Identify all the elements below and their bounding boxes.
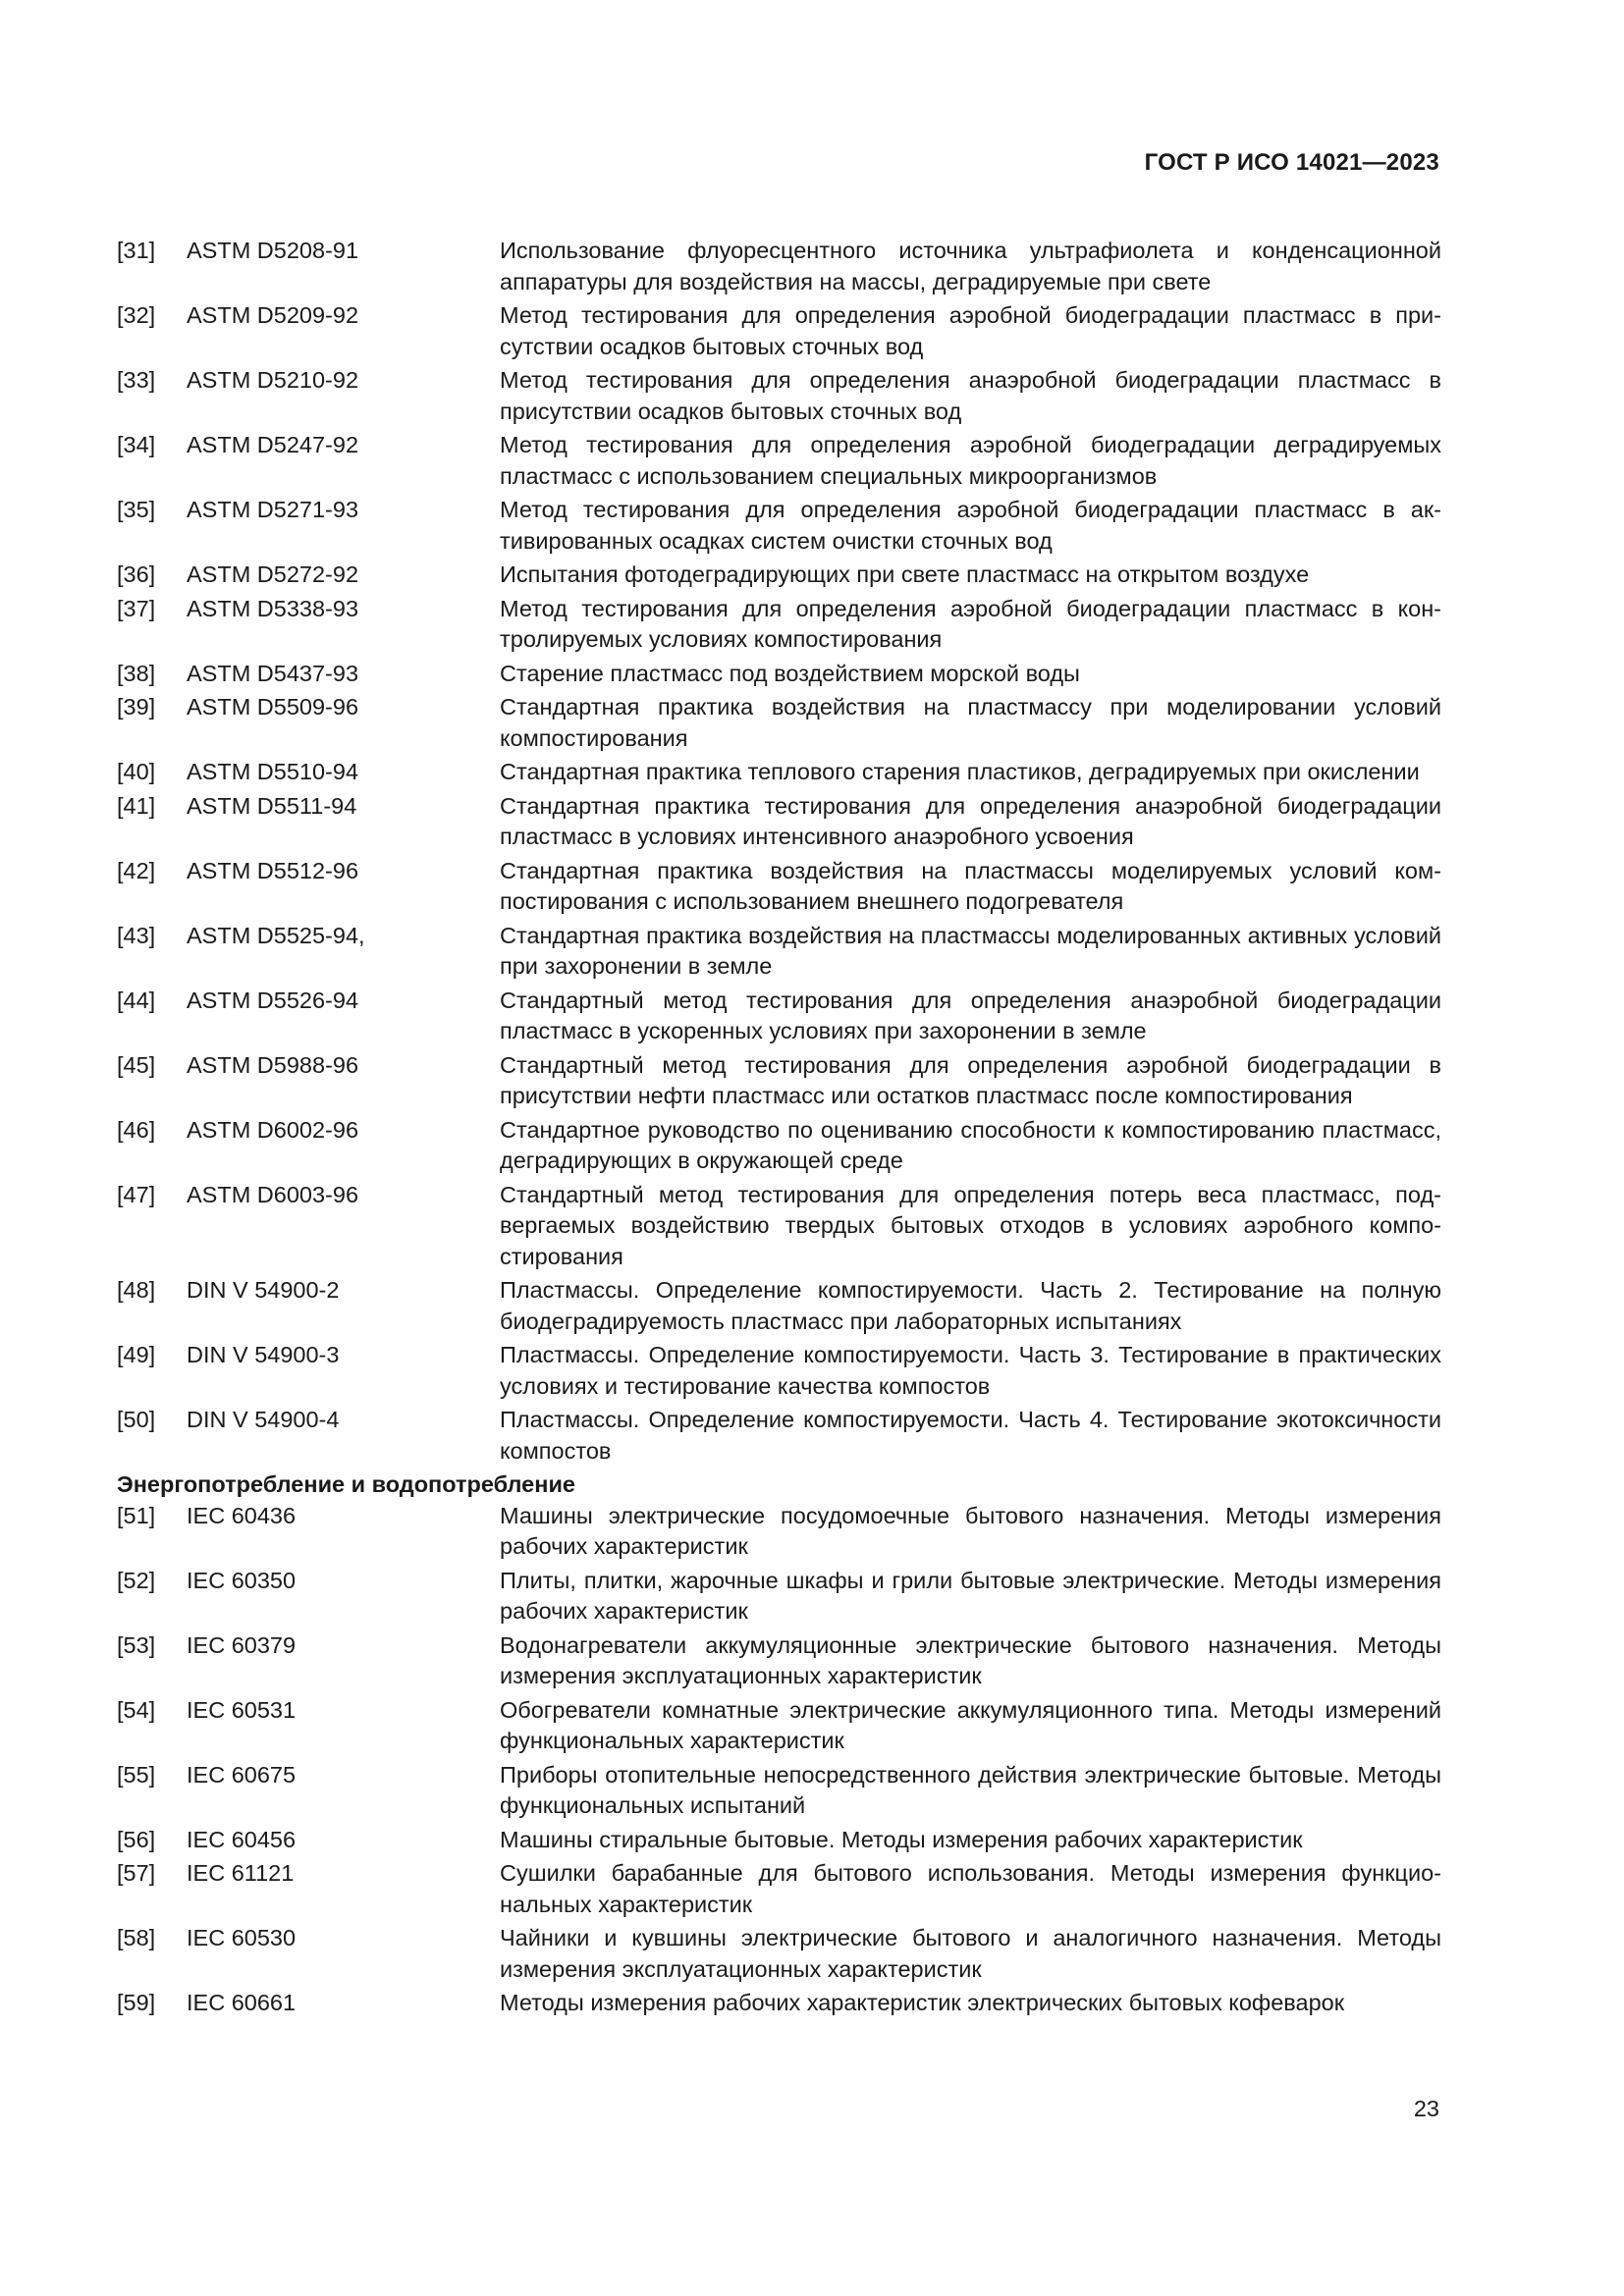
document-header: ГОСТ Р ИСО 14021—2023	[1144, 149, 1439, 176]
standard-title: Метод тестирования для определения аэробной биодеградации деградируемых пластмасс с использованием специальных микроорганизмов	[500, 432, 1441, 489]
standard-code: IEC 60379	[187, 1631, 297, 1658]
standard-title: Старение пластмасс под воздействием морской воды	[500, 660, 1080, 686]
bibliography-entry	[117, 300, 1441, 362]
standard-code: ASTM D5510-94	[187, 759, 359, 784]
standard-title: Метод тестирования для определения аэробной биодеградации пластмасс в присутствии осадков бытовых сточных вод	[500, 302, 1441, 359]
standard-code: ASTM D5208-91	[187, 238, 359, 263]
standard-code: ASTM D5210-92	[187, 367, 359, 393]
standard-title: Стандартный метод тестирования для определения потерь веса пластмасс, подвергаемых воздействию твердых бытовых отходов в условиях аэробного компостирования	[500, 1181, 1441, 1269]
section-heading: Энергопотребление и водопотребление	[117, 1471, 575, 1497]
entry-number: [47]	[117, 1181, 156, 1207]
standard-code: ASTM D5271-93	[187, 497, 359, 522]
standard-title: Водонагреватели аккумуляционные электрические бытового назначения. Методы измерения эксплуатационных характеристик	[500, 1631, 1441, 1688]
standard-title: Метод тестирования для определения аэробной биодеградации пластмасс в активированных осадках систем очистки сточных вод	[500, 497, 1441, 554]
bibliography-entry	[117, 560, 1441, 591]
entry-number: [31]	[117, 238, 156, 263]
standard-code: ASTM D6002-96	[187, 1116, 359, 1143]
bibliography-entry	[117, 921, 1441, 983]
entry-number: [34]	[117, 432, 156, 457]
entry-number: [42]	[117, 857, 156, 883]
entry-number: [39]	[117, 694, 156, 720]
standard-code: ASTM D5988-96	[187, 1051, 359, 1078]
standard-code: DIN V 54900-4	[187, 1407, 340, 1432]
bibliography-entry	[117, 1050, 1441, 1112]
entry-number: [56]	[117, 1826, 156, 1852]
entry-number: [50]	[117, 1407, 156, 1432]
standard-code: IEC 60531	[187, 1696, 297, 1723]
bibliography-entry	[117, 430, 1441, 492]
bibliography-entry	[117, 1180, 1441, 1273]
entry-number: [33]	[117, 367, 156, 393]
page-number: 23	[1413, 2096, 1439, 2121]
standard-title: Обогреватели комнатные электрические аккумуляционного типа. Методы измерений функциональных характеристик	[500, 1696, 1441, 1753]
standard-code: ASTM D5209-92	[187, 302, 359, 328]
standard-title: Пластмассы. Определение компостируемости. Часть 3. Тестирование в практических условиях и тестирование качества компостов	[500, 1342, 1441, 1399]
standard-title: Метод тестирования для определения анаэробной биодеградации пластмасс в присутствии осадков бытовых сточных вод	[500, 367, 1441, 424]
bibliography-entry	[117, 1501, 1441, 1563]
entry-number: [35]	[117, 497, 156, 522]
standard-title: Методы измерения рабочих характеристик электрических бытовых кофеварок	[500, 1990, 1345, 2015]
entry-number: [55]	[117, 1761, 156, 1788]
entry-number: [36]	[117, 561, 156, 587]
standard-code: ASTM D5247-92	[187, 432, 359, 457]
standard-title: Стандартный метод тестирования для определения аэробной биодеградации в присутствии нефти пластмасс или остатков пластмасс после компостирования	[500, 1051, 1441, 1108]
standard-title: Стандартная практика воздействия на пластмассы моделированных активных условий при захоронении в земле	[500, 922, 1441, 979]
standard-title: Плиты, плитки, жарочные шкафы и грили бытовые электрические. Методы измерения рабочих характеристик	[500, 1567, 1441, 1624]
bibliography-entry	[117, 791, 1441, 853]
bibliography-entry	[117, 1115, 1441, 1177]
standard-code: ASTM D5525-94,	[187, 922, 365, 948]
standard-title: Сушилки барабанные для бытового использования. Методы измерения функциональных характеристик	[500, 1860, 1441, 1917]
standard-title: Стандартная практика тестирования для определения анаэробной биодеградации пластмасс в условиях интенсивного анаэробного усвоения	[500, 792, 1441, 849]
entry-number: [43]	[117, 922, 156, 948]
bibliography-entry	[117, 594, 1441, 656]
standard-title: Пластмассы. Определение компостируемости. Часть 4. Тестирование экотоксичности компостов	[500, 1407, 1441, 1464]
standard-code: ASTM D6003-96	[187, 1181, 359, 1207]
bibliography-entry	[117, 1760, 1441, 1822]
bibliography-list-ast	[117, 236, 1441, 1467]
standard-title: Машины электрические посудомоечные бытового назначения. Методы измерения рабочих характеристик	[500, 1502, 1441, 1559]
standard-title: Испытания фотодеградирующих при свете пластмасс на открытом воздухе	[500, 561, 1310, 587]
entry-number: [38]	[117, 660, 156, 686]
standard-title: Использование флуоресцентного источника ультрафиолета и конденсационной аппаратуры для воздействия на массы, деградируемые при свете	[500, 238, 1441, 294]
bibliography-entry	[117, 1630, 1441, 1692]
bibliography-entry	[117, 659, 1441, 690]
bibliography-entry	[117, 757, 1441, 788]
standard-title: Пластмассы. Определение компостируемости. Часть 2. Тестирование на полную биодеградируемость пластмасс при лабораторных испытаниях	[500, 1277, 1441, 1334]
entry-number: [37]	[117, 595, 156, 621]
standard-title: Стандартная практика воздействия на пластмассы моделируемых условий компостирования с использованием внешнего подогревателя	[500, 857, 1441, 914]
bibliography-entry	[117, 1340, 1441, 1402]
bibliography-entry	[117, 365, 1441, 427]
standard-code: ASTM D5437-93	[187, 660, 359, 686]
entry-number: [51]	[117, 1502, 156, 1528]
entry-number: [32]	[117, 302, 156, 328]
standard-code: IEC 60675	[187, 1761, 297, 1788]
standard-code: ASTM D5338-93	[187, 595, 359, 621]
standard-title: Стандартный метод тестирования для определения анаэробной биодеградации пластмасс в ускоренных условиях при захоронении в земле	[500, 987, 1441, 1043]
standard-code: IEC 61121	[187, 1860, 295, 1886]
standard-code: IEC 60350	[187, 1567, 297, 1593]
standard-title: Приборы отопительные непосредственного действия электрические бытовые. Методы функциональных испытаний	[500, 1761, 1441, 1818]
entry-number: [45]	[117, 1051, 156, 1078]
bibliography-list-iec	[117, 1501, 1441, 2019]
bibliography-entry	[117, 1566, 1441, 1628]
standard-code: DIN V 54900-3	[187, 1342, 340, 1367]
bibliography-entry	[117, 986, 1441, 1047]
entry-number: [41]	[117, 792, 156, 819]
bibliography-entry	[117, 692, 1441, 754]
entry-number: [40]	[117, 759, 156, 784]
entry-number: [53]	[117, 1631, 156, 1658]
standard-code: ASTM D5512-96	[187, 857, 359, 883]
bibliography-entry	[117, 1695, 1441, 1757]
standard-code: ASTM D5526-94	[187, 987, 359, 1013]
standard-title: Машины стиральные бытовые. Методы измерения рабочих характеристик	[500, 1826, 1303, 1852]
entry-number: [52]	[117, 1567, 156, 1593]
bibliography-entry	[117, 495, 1441, 557]
standard-code: ASTM D5509-96	[187, 694, 359, 720]
bibliography-entry	[117, 236, 1441, 297]
standard-code: IEC 60661	[187, 1990, 297, 2015]
standard-title: Метод тестирования для определения аэробной биодеградации пластмасс в контролируемых условиях компостирования	[500, 595, 1441, 652]
standard-code: DIN V 54900-2	[187, 1277, 340, 1303]
standard-code: ASTM D5272-92	[187, 561, 359, 587]
entry-number: [46]	[117, 1116, 156, 1143]
bibliography-entry	[117, 1923, 1441, 1985]
entry-number: [57]	[117, 1860, 156, 1886]
standard-title: Стандартное руководство по оцениванию способности к компостированию пластмасс, деградирующих в окружающей среде	[500, 1116, 1441, 1173]
bibliography	[117, 236, 1441, 2022]
standard-code: IEC 60456	[187, 1826, 297, 1852]
standard-code: IEC 60436	[187, 1502, 297, 1528]
entry-number: [58]	[117, 1925, 156, 1950]
standard-title: Стандартная практика воздействия на пластмассу при моделировании условий компостирования	[500, 694, 1441, 751]
bibliography-entry	[117, 856, 1441, 918]
entry-number: [49]	[117, 1342, 156, 1367]
standard-code: ASTM D5511-94	[187, 792, 357, 819]
bibliography-entry	[117, 1858, 1441, 1920]
entry-number: [54]	[117, 1696, 156, 1723]
bibliography-entry	[117, 1825, 1441, 1856]
standard-title: Стандартная практика теплового старения пластиков, деградируемых при окислении	[500, 759, 1420, 784]
entry-number: [59]	[117, 1990, 156, 2015]
bibliography-entry	[117, 1988, 1441, 2019]
standard-code: IEC 60530	[187, 1925, 297, 1950]
standard-title: Чайники и кувшины электрические бытового и аналогичного назначения. Методы измерения эксплуатационных характеристик	[500, 1925, 1441, 1982]
entry-number: [44]	[117, 987, 156, 1013]
bibliography-entry	[117, 1275, 1441, 1337]
bibliography-entry	[117, 1405, 1441, 1467]
entry-number: [48]	[117, 1277, 156, 1303]
